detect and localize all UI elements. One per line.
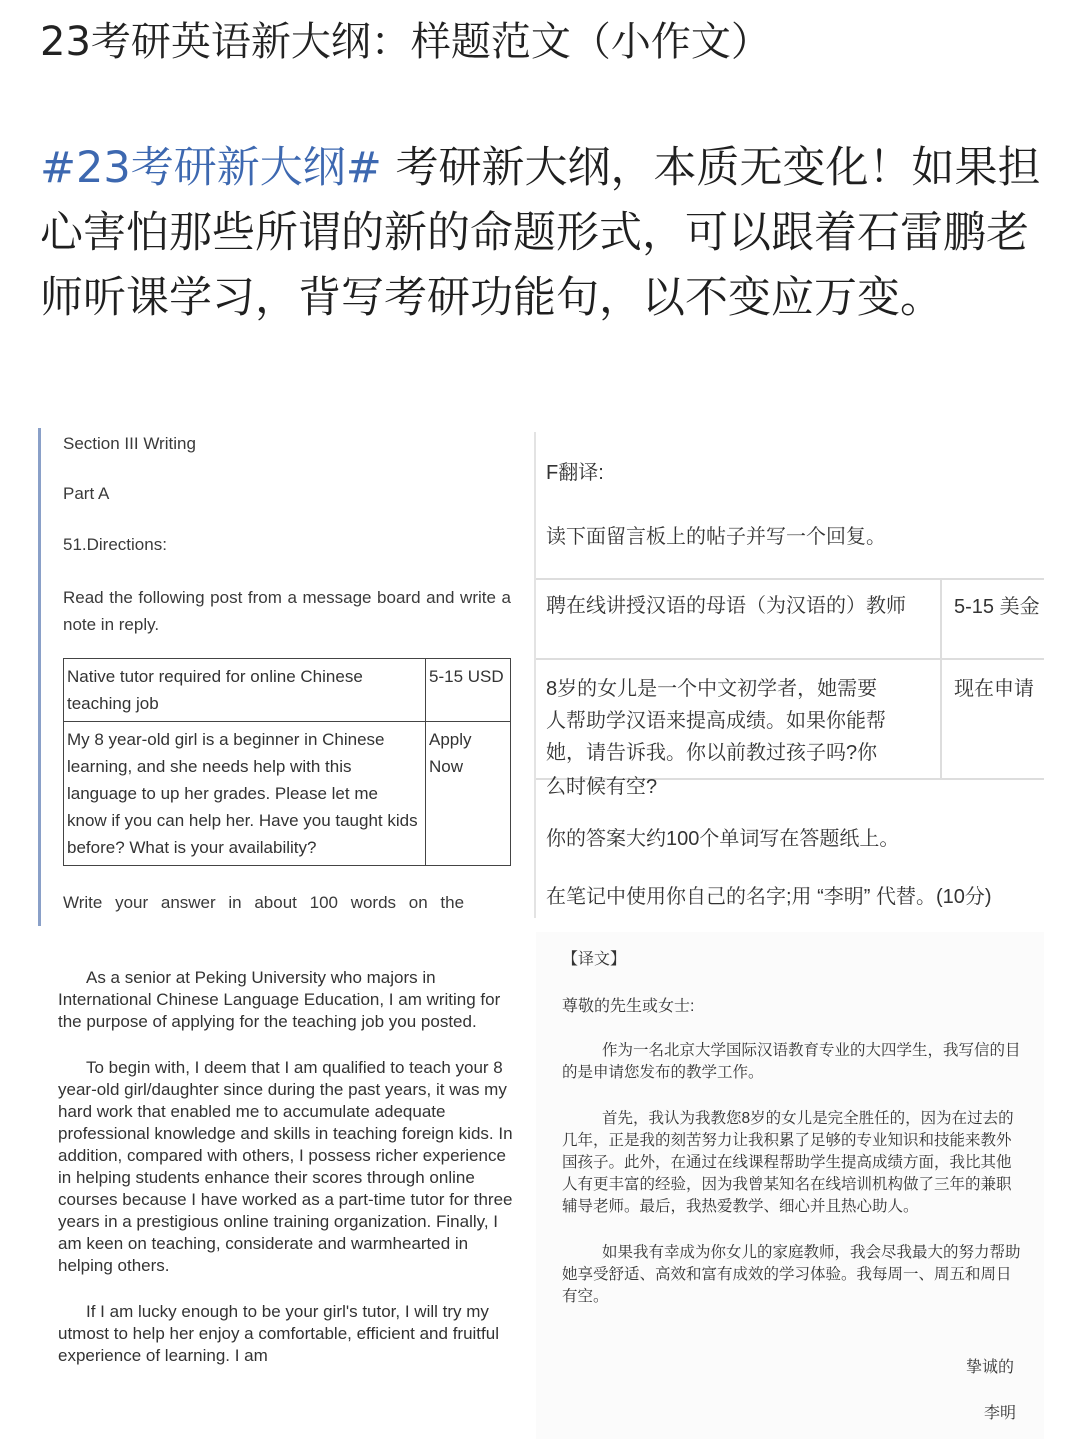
zh-row2-line: 么时候有空? — [546, 776, 658, 798]
table-cell: 5-15 USD — [426, 659, 511, 722]
post-body — [40, 136, 1050, 331]
table-divider — [536, 578, 1044, 580]
table-divider — [940, 578, 942, 778]
essay-paragraph: 如果我有幸成为你女儿的家庭教师，我会尽我最大的努力帮助她享受舒适、高效和富有成效的学习体验。我每周一、周五和周日有空。 — [562, 1244, 1021, 1305]
instruction-text: Read the following post from a message board and write a note in reply. — [63, 588, 511, 634]
directions-label: 51.Directions: — [63, 535, 167, 554]
table-divider — [536, 658, 1044, 660]
table-cell: Native tutor required for online Chinese teaching job — [64, 659, 426, 722]
zh-row2-line: 8岁的女儿是一个中文初学者，她需要 — [546, 678, 878, 700]
closing: 挚诚的 — [965, 1359, 1014, 1376]
post-title: 23考研英语新大纲：样题范文（小作文） — [40, 19, 771, 65]
hashtag-link[interactable]: #23考研新大纲# — [40, 143, 382, 193]
table-cell: My 8 year-old girl is a beginner in Chinese learning, and she needs help with this language to up her grades. Please let me know if you can help her. Have you taught kids before? What is your availability? — [64, 722, 426, 866]
zh-line-4: 在笔记中使用你自己的名字;用 “李明” 代替。(10分) — [546, 886, 992, 908]
section-heading: Section III Writing — [63, 434, 196, 453]
zh-line-1: F翻译: — [546, 462, 604, 484]
zh-line-3: 你的答案大约100个单词写在答题纸上。 — [546, 828, 900, 850]
part-heading: Part A — [63, 484, 110, 503]
table-row — [64, 659, 511, 722]
essay-paragraph: 首先，我认为我教您8岁的女儿是完全胜任的，因为在过去的几年，正是我的刻苦努力让我积累了足够的专业知识和技能来教外国孩子。此外，在通过在线课程帮助学生提高成绩方面，我比其他人有更丰富的经验，因为我曾某知名在线培训机构做了三年的兼职辅导老师。最后，我热爱教学、细心并且热心助人。 — [562, 1110, 1014, 1215]
zh-row1-right: 5-15 美金 — [954, 596, 1040, 618]
table-cell: Apply Now — [426, 722, 511, 866]
essay-paragraph: As a senior at Peking University who majors in International Chinese Language Education, I am writing for the purpose of applying for the teaching job you posted. — [58, 968, 501, 1031]
translation-tag: 【译文】 — [562, 951, 627, 968]
zh-line-2: 读下面留言板上的帖子并写一个回复。 — [546, 526, 886, 548]
image-chinese-question[interactable] — [534, 432, 1044, 918]
zh-row2-right: 现在申请 — [954, 678, 1034, 700]
table-row — [64, 722, 511, 866]
image-english-question[interactable] — [38, 428, 525, 926]
salutation: 尊敬的先生或女士: — [562, 998, 695, 1015]
essay-paragraph: To begin with, I deem that I am qualified to teach your 8 year-old girl/daughter since during the past years, it was my hard work that enabled me to accumulate adequate professional knowledge and skills in teaching foreign kids. In addition, compared with others, I possess richer experience in helping students enhance their scores through online courses because I have worked as a part-time tutor for three years in a prestigious online training organization. Finally, I am keen on teaching, considerate and warmhearted in helping others. — [58, 1058, 513, 1275]
image-english-essay[interactable] — [40, 935, 524, 1439]
essay-paragraph: 作为一名北京大学国际汉语教育专业的大四学生，我写信的目的是申请您发布的教学工作。 — [562, 1042, 1021, 1081]
post-body-text: 考研新大纲，本质无变化！如果担心害怕那些所谓的新的命题形式，可以跟着石雷鹏老师听课学习，背写考研功能句，以不变应万变。 — [40, 143, 1041, 323]
essay-paragraph: If I am lucky enough to be your girl's tutor, I will try my utmost to help her enjoy a comfortable, efficient and fruitful experience of learning. I am — [58, 1302, 499, 1365]
signature-name: 李明 — [983, 1405, 1016, 1422]
zh-row1-left: 聘在线讲授汉语的母语（为汉语的）教师 — [546, 595, 906, 617]
zh-row2-line: 她，请告诉我。你以前教过孩子吗?你 — [546, 742, 878, 764]
footer-text: Write your answer in about 100 words on the — [63, 893, 465, 912]
post-table — [63, 658, 511, 866]
zh-row2-line: 人帮助学汉语来提高成绩。如果你能帮 — [546, 710, 886, 732]
image-chinese-essay[interactable] — [536, 932, 1044, 1439]
